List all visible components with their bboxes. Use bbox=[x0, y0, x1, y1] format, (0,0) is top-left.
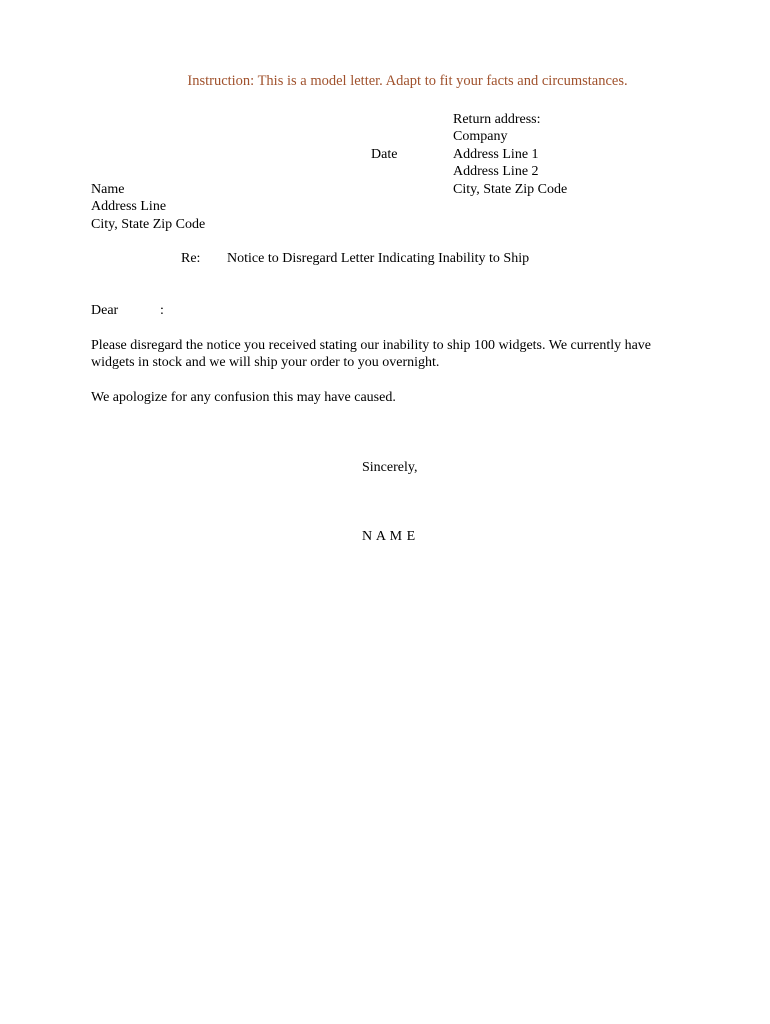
body-paragraph-1: Please disregard the notice you received stating our inability to ship 100 widgets. We currently have widgets in stock and we will ship your order to you overnight. bbox=[91, 338, 652, 371]
instruction-note: Instruction: This is a model letter. Adapt to fit your facts and circumstances. bbox=[187, 73, 628, 89]
salutation-colon: : bbox=[160, 303, 164, 318]
recipient-name: Name bbox=[91, 182, 125, 197]
return-address-line1: Address Line 1 bbox=[453, 146, 539, 162]
return-address-block bbox=[453, 111, 567, 198]
return-address-label: Return address: bbox=[453, 112, 541, 127]
return-address-line2: Address Line 2 bbox=[453, 164, 539, 180]
salutation-word: Dear bbox=[91, 303, 119, 318]
recipient-address-line: Address Line bbox=[91, 199, 167, 215]
closing: Sincerely, bbox=[362, 460, 418, 475]
return-address-city-state-zip: City, State Zip Code bbox=[453, 181, 568, 197]
return-address-company: Company bbox=[453, 129, 508, 145]
recipient-city-state-zip: City, State Zip Code bbox=[91, 216, 206, 232]
recipient-address-block bbox=[91, 181, 205, 233]
letter-date: Date bbox=[371, 147, 398, 162]
subject-text: Notice to Disregard Letter Indicating Inability to Ship bbox=[227, 251, 530, 266]
signature-name: N A M E bbox=[362, 529, 416, 544]
subject-label: Re: bbox=[181, 251, 201, 266]
body-paragraph-2: We apologize for any confusion this may have caused. bbox=[91, 390, 396, 405]
